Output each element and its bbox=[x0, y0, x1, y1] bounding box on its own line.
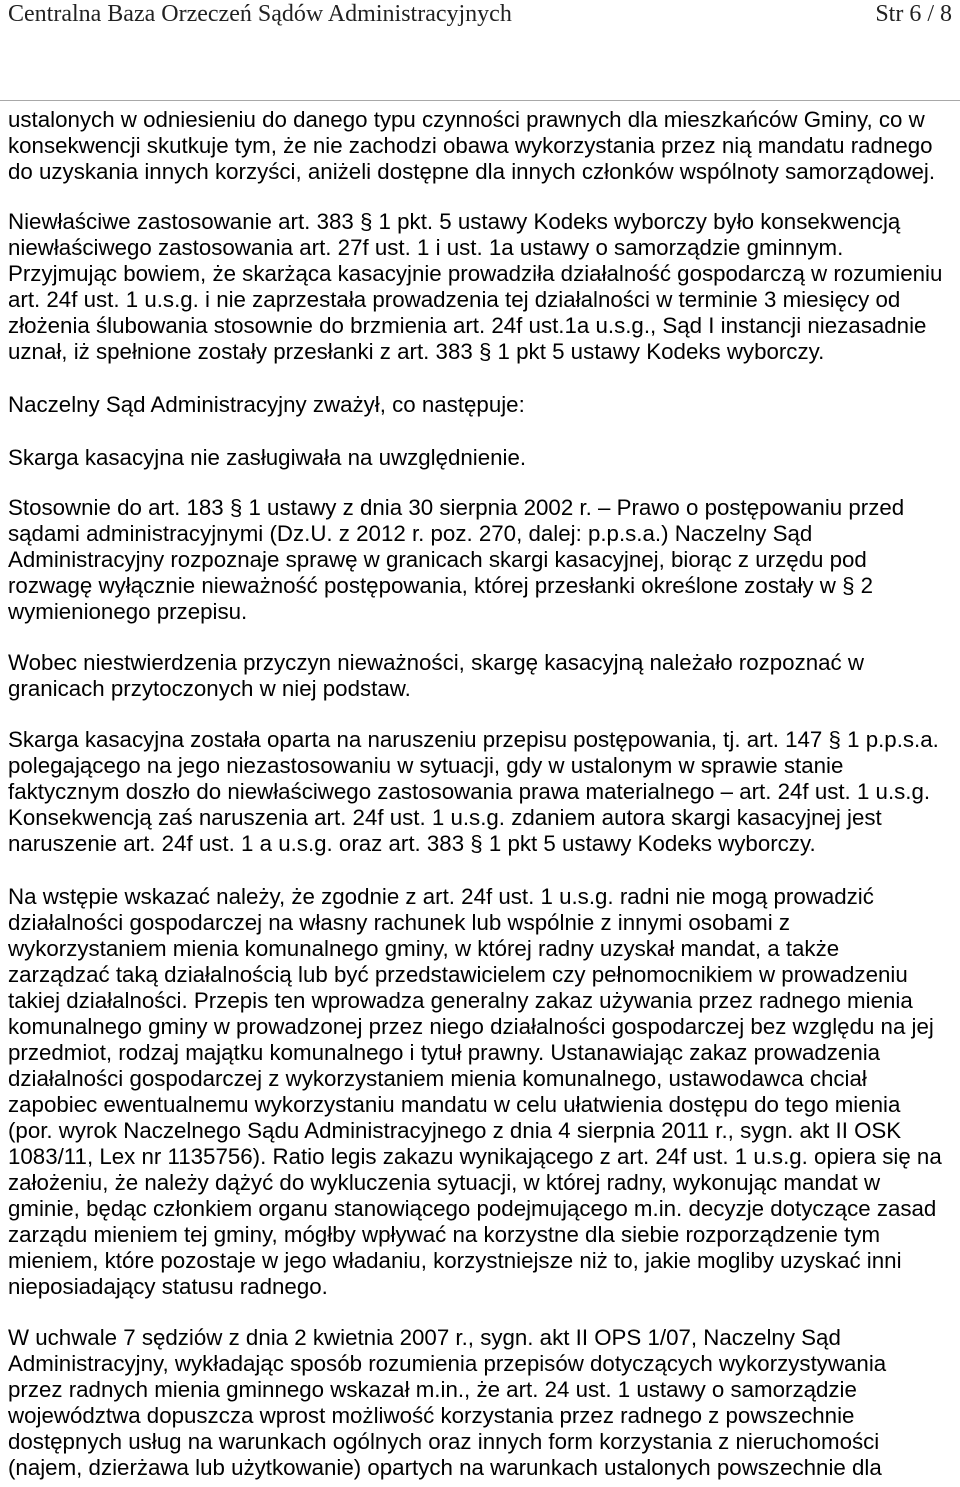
text-line: konsekwencji skutkuje tym, że nie zachodzi obawa wykorzystania przez nią mandatu radnego bbox=[8, 133, 933, 158]
content-divider bbox=[0, 100, 960, 101]
document-body bbox=[8, 107, 952, 1481]
text-line: komunalnego gminy w prowadzonej przez niego działalności gospodarczej bez względu na jej bbox=[8, 1014, 934, 1039]
text-line: ustalonych w odniesieniu do danego typu czynności prawnych dla mieszkańców Gminy, co w bbox=[8, 107, 925, 132]
text-line: działalności gospodarczej na własny rachunek lub wspólnie z innymi osobami z bbox=[8, 910, 791, 935]
text-line: Stosownie do art. 183 § 1 ustawy z dnia 30 sierpnia 2002 r. – Prawo o postępowaniu przed bbox=[8, 495, 905, 520]
text-line: Administracyjny, wykładając sposób rozumienia przepisów dotyczących wykorzystywania bbox=[8, 1351, 887, 1376]
paragraph-2 bbox=[8, 209, 952, 365]
text-line: uznał, iż spełnione zostały przesłanki z art. 383 § 1 pkt 5 ustawy Kodeks wyborczy. bbox=[8, 339, 825, 364]
text-line: zapobiec ewentualnemu wykorzystaniu mandatu w celu ułatwienia dostępu do tego mienia bbox=[8, 1092, 901, 1117]
text-line: przez radnych mienia gminnego wskazał m.in., że art. 24 ust. 1 ustawy o samorządzie bbox=[8, 1377, 857, 1402]
text-line: Naczelny Sąd Administracyjny zważył, co następuje: bbox=[8, 392, 525, 417]
text-line: Administracyjny rozpoznaje sprawę w granicach skargi kasacyjnej, biorąc z urzędu pod bbox=[8, 547, 867, 572]
paragraph-9 bbox=[8, 1325, 952, 1481]
text-line: Przyjmując bowiem, że skarżąca kasacyjnie prowadziła działalność gospodarczą w rozumieniu bbox=[8, 261, 943, 286]
text-line: rozwagę wyłącznie nieważność postępowania, której przesłanki określone zostały w § 2 bbox=[8, 573, 874, 598]
text-line: Konsekwencją zaś naruszenia art. 24f ust. 1 u.s.g. zdaniem autora skargi kasacyjnej jest bbox=[8, 805, 882, 830]
text-line: mieniem, które pozostaje w jego władaniu, korzystniejsze niż to, jakie mogliby uzyskać inni bbox=[8, 1248, 902, 1273]
header-title: Centralna Baza Orzeczeń Sądów Administracyjnych bbox=[8, 1, 512, 27]
paragraph-8 bbox=[8, 884, 952, 1300]
text-line: zarządu mieniem tej gminy, mógłby wpływać na korzystne dla siebie rozporządzenie tym bbox=[8, 1222, 881, 1247]
page-number: Str 6 / 8 bbox=[875, 1, 952, 27]
text-line: Na wstępie wskazać należy, że zgodnie z art. 24f ust. 1 u.s.g. radni nie mogą prowadzić bbox=[8, 884, 874, 909]
text-line: gminie, będąc członkiem organu stanowiącego podejmującego m.in. decyzje dotyczące zasad bbox=[8, 1196, 937, 1221]
page-header bbox=[0, 0, 960, 30]
text-line: faktycznym doszło do niewłaściwego zastosowania prawa materialnego – art. 24f ust. 1 u.s.g. bbox=[8, 779, 931, 804]
paragraph-5 bbox=[8, 495, 952, 625]
text-line: polegającego na jego niezastosowaniu w sytuacji, gdy w ustalonym w sprawie stanie bbox=[8, 753, 844, 778]
text-line: wymienionego przepisu. bbox=[8, 599, 248, 624]
text-line: (por. wyrok Naczelnego Sądu Administracyjnego z dnia 4 sierpnia 2011 r., sygn. akt II OSK bbox=[8, 1118, 902, 1143]
paragraph-4 bbox=[8, 445, 952, 471]
text-line: zarządzać taką działalnością lub być przedstawicielem czy pełnomocnikiem w prowadzeniu bbox=[8, 962, 908, 987]
text-line: Skarga kasacyjna nie zasługiwała na uwzględnienie. bbox=[8, 445, 527, 470]
text-line: sądami administracyjnymi (Dz.U. z 2012 r. poz. 270, dalej: p.p.s.a.) Naczelny Sąd bbox=[8, 521, 813, 546]
paragraph-6 bbox=[8, 650, 952, 702]
paragraph-1 bbox=[8, 107, 952, 185]
text-line: Skarga kasacyjna została oparta na naruszeniu przepisu postępowania, tj. art. 147 § 1 p.p.s.a. bbox=[8, 727, 939, 752]
text-line: 1083/11, Lex nr 1135756). Ratio legis zakazu wynikającego z art. 24f ust. 1 u.s.g. opiera się na bbox=[8, 1144, 942, 1169]
text-line: (najem, dzierżawa lub użytkowanie) opartych na warunkach ustalonych powszechnie dla bbox=[8, 1455, 882, 1480]
text-line: takiej działalności. Przepis ten wprowadza generalny zakaz używania przez radnego mienia bbox=[8, 988, 913, 1013]
text-line: dostępnych usług na warunkach ogólnych oraz innych form korzystania z nieruchomości bbox=[8, 1429, 880, 1454]
text-line: wykorzystaniem mienia komunalnego gminy, w której radny uzyskał mandat, a także bbox=[8, 936, 840, 961]
text-line: naruszenie art. 24f ust. 1 a u.s.g. oraz art. 383 § 1 pkt 5 ustawy Kodeks wyborczy. bbox=[8, 831, 816, 856]
paragraph-7 bbox=[8, 727, 952, 857]
text-line: granicach przytoczonych w niej podstaw. bbox=[8, 676, 411, 701]
text-line: Niewłaściwe zastosowanie art. 383 § 1 pkt. 5 ustawy Kodeks wyborczy było konsekwencją bbox=[8, 209, 901, 234]
paragraph-3 bbox=[8, 392, 952, 418]
text-line: W uchwale 7 sędziów z dnia 2 kwietnia 2007 r., sygn. akt II OPS 1/07, Naczelny Sąd bbox=[8, 1325, 841, 1350]
text-line: założeniu, że należy dążyć do wykluczenia sytuacji, w której radny, wykonując mandat w bbox=[8, 1170, 881, 1195]
text-line: złożenia ślubowania stosownie do brzmienia art. 24f ust.1a u.s.g., Sąd I instancji niezasadnie bbox=[8, 313, 927, 338]
text-line: województwa dopuszcza wprost możliwość korzystania przez radnego z powszechnie bbox=[8, 1403, 855, 1428]
text-line: Wobec niestwierdzenia przyczyn nieważności, skargę kasacyjną należało rozpoznać w bbox=[8, 650, 864, 675]
text-line: do uzyskania innych korzyści, aniżeli dostępne dla innych członków wspólnoty samorządowej. bbox=[8, 159, 936, 184]
text-line: przedmiot, rodzaj majątku komunalnego i tytuł prawny. Ustanawiając zakaz prowadzenia bbox=[8, 1040, 881, 1065]
text-line: niewłaściwego zastosowania art. 27f ust. 1 i ust. 1a ustawy o samorządzie gminnym. bbox=[8, 235, 844, 260]
text-line: nieposiadający statusu radnego. bbox=[8, 1274, 328, 1299]
text-line: art. 24f ust. 1 u.s.g. i nie zaprzestała prowadzenia tej działalności w terminie 3 miesięcy od bbox=[8, 287, 901, 312]
text-line: działalności gospodarczej z wykorzystaniem mienia komunalnego, ustawodawca chciał bbox=[8, 1066, 867, 1091]
